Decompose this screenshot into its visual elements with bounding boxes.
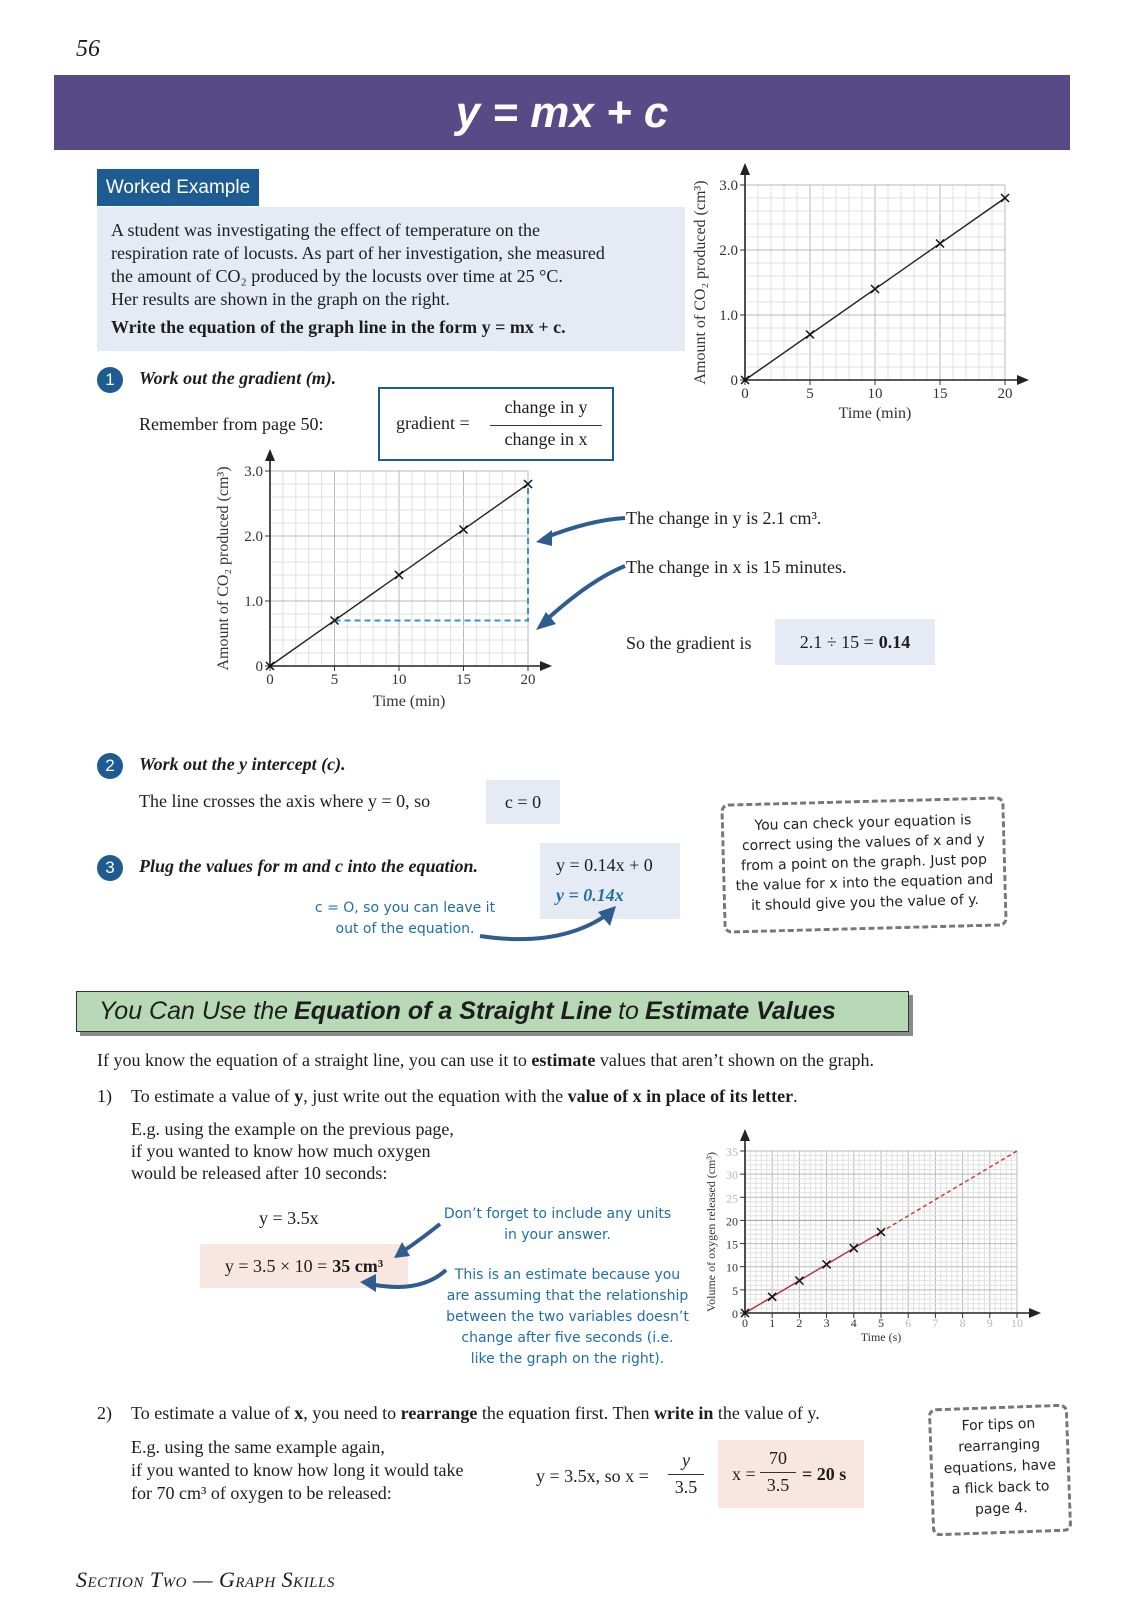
y-tick-label: 15: [726, 1237, 738, 1252]
note-arrow: [470, 900, 630, 950]
units-note: [440, 1204, 675, 1246]
curved-arrow-head: [598, 906, 616, 926]
item-1-number: 1): [97, 1086, 112, 1106]
x-axis-arrow: [1017, 375, 1029, 385]
tip-line: from a point on the graph. Just pop: [740, 851, 988, 875]
intro-text: If you know the equation of a straight line, you can use it to: [97, 1050, 532, 1070]
units-line: in your answer.: [504, 1227, 611, 1243]
x-tick-label: 5: [878, 1316, 884, 1330]
x-tick-label: 0: [266, 672, 274, 688]
worked-example-tag: Worked Example: [97, 169, 259, 206]
x-tick-label: 8: [959, 1316, 966, 1330]
change-y-text: The change in y is 2.1 cm³.: [626, 508, 822, 528]
item-2-text: [131, 1403, 820, 1424]
tip-text: [724, 809, 1005, 916]
eg-line: E.g. using the same example again,: [131, 1437, 385, 1457]
x-tick-label: 10: [1011, 1316, 1023, 1330]
equation-1: y = 0.14x + 0: [556, 855, 653, 875]
x-tick-label: 9: [986, 1316, 993, 1330]
y-tick-label: 25: [726, 1191, 738, 1206]
y-tick-label: 30: [726, 1168, 738, 1183]
tips-line: For tips on: [961, 1415, 1036, 1435]
tip-line: You can check your equation is: [754, 812, 972, 834]
x-axis-arrow: [1029, 1308, 1041, 1318]
item-bold: write in: [653, 1403, 714, 1423]
item-text: , just write out the equation with the: [303, 1086, 568, 1106]
step-3-label: Plug the values for m and c into the equation.: [139, 856, 479, 876]
final-denominator: 3.5: [766, 1475, 790, 1495]
item-bold: value of x in place of its letter: [567, 1086, 794, 1106]
tips-line: equations, have: [943, 1457, 1057, 1477]
x-tick-label: 20: [997, 386, 1013, 402]
heading-part: Estimate Values: [644, 997, 836, 1025]
item-text: .: [793, 1086, 798, 1106]
worked-example-text: [111, 219, 681, 339]
x-tick-label: 20: [520, 672, 536, 688]
chart-top-right: [692, 170, 1060, 435]
y-tick-label: 5: [732, 1283, 738, 1298]
estimate-line: are assuming that the relationship: [446, 1288, 689, 1304]
tip-box: [720, 796, 1007, 933]
step-2-badge: 2: [97, 753, 123, 779]
so-gradient-text: So the gradient is: [626, 633, 752, 653]
y-axis-arrow: [740, 163, 750, 175]
x-tick-label: 5: [330, 672, 339, 688]
gradient-label: gradient =: [396, 413, 470, 433]
arrow-units: [402, 1224, 440, 1252]
y-tick-label: 20: [726, 1214, 738, 1229]
heading-part: You Can Use the: [99, 997, 289, 1025]
tips-box: [928, 1404, 1072, 1537]
pointer-arrows: [530, 500, 630, 640]
y-tick-label: 3.0: [719, 178, 738, 194]
x-tick-label: 6: [905, 1316, 912, 1330]
x-tick-label: 3: [823, 1316, 830, 1330]
final-bar: [760, 1472, 796, 1473]
we-line: A student was investigating the effect of temperature on the: [111, 220, 541, 240]
arrow-change-x: [544, 566, 625, 622]
x-axis-label: Time (s): [860, 1330, 902, 1344]
tips-line: rearranging: [957, 1436, 1041, 1456]
y-tick-label: 0: [730, 373, 738, 389]
gradient-numerator: change in y: [504, 397, 588, 417]
curved-arrow: [480, 914, 608, 939]
arrow-change-y: [544, 518, 625, 538]
x-axis-label: Time (min): [838, 405, 912, 422]
remember-text: Remember from page 50:: [139, 414, 324, 434]
section-intro: [97, 1050, 874, 1071]
tips-text: [931, 1413, 1069, 1523]
item-bold: rearrange: [400, 1403, 478, 1423]
heading-part: Equation of a Straight Line: [294, 997, 613, 1025]
eg-line: if you wanted to know how much oxygen: [131, 1141, 431, 1161]
x-tick-label: 0: [741, 386, 749, 402]
rearrange-bar: [668, 1474, 704, 1475]
final-numerator: 70: [769, 1448, 787, 1468]
x-tick-label: 15: [932, 386, 948, 402]
item-bold: y: [294, 1086, 304, 1106]
y-tick-label: 0: [732, 1307, 738, 1321]
heading-part: to: [618, 997, 639, 1025]
estimate-x-box: [718, 1440, 864, 1508]
x-tick-label: 1: [769, 1316, 776, 1330]
intercept-value: c = 0: [504, 791, 542, 812]
x-tick-label: 10: [867, 386, 883, 402]
equation-2: y = 0.14x: [556, 885, 624, 905]
we-line: Her results are shown in the graph on the right.: [111, 289, 450, 309]
step-2-text: The line crosses the axis where y = 0, so: [139, 791, 431, 811]
footer: Section Two — Graph Skills: [76, 1567, 335, 1592]
equation-b: y = 3.5 × 10 =: [224, 1255, 328, 1276]
item-1-text: [131, 1086, 798, 1107]
we-question: Write the equation of the graph line in the form y = mx + c.: [111, 317, 566, 337]
estimate-line: change after five seconds (i.e.: [461, 1330, 674, 1346]
extrapolation-line: [881, 1151, 1017, 1232]
y-tick-label: 1.0: [244, 594, 263, 610]
y-tick-label: 2.0: [244, 529, 263, 545]
fraction-bar: [490, 425, 602, 426]
y-tick-label: 35: [726, 1145, 738, 1159]
x-tick-label: 4: [850, 1316, 857, 1330]
c-note-line: out of the equation.: [335, 921, 475, 937]
step-2-label: Work out the y intercept (c).: [139, 754, 346, 774]
arrow-estimate-head: [360, 1274, 376, 1292]
tip-line: it should give you the value of y.: [750, 892, 980, 914]
x-tick-label: 0: [742, 1316, 748, 1330]
gradient-denominator: change in x: [504, 429, 588, 449]
intercept-result-box: [486, 780, 560, 824]
item-bold: x: [294, 1403, 304, 1423]
final-x: x =: [732, 1464, 756, 1484]
y-axis-arrow: [740, 1129, 750, 1141]
item-text: To estimate a value of: [131, 1403, 295, 1423]
gradient-calc: 2.1 ÷ 15 =: [799, 631, 874, 652]
gradient-result-box: [775, 619, 935, 665]
y-axis-label: Amount of CO₂ produced (cm³): [692, 180, 709, 385]
y-tick-label: 10: [726, 1260, 738, 1275]
c-note-line: c = O, so you can leave it: [314, 900, 496, 916]
step-1-badge: 1: [97, 367, 123, 393]
x-tick-label: 2: [796, 1316, 803, 1330]
intro-text: values that aren’t shown on the graph.: [595, 1050, 874, 1070]
tips-line: page 4.: [974, 1500, 1029, 1518]
change-x-text: The change in x is 15 minutes.: [626, 557, 847, 577]
page-number: 56: [76, 36, 100, 62]
arrow-head-y: [536, 530, 552, 546]
item-text: the equation first. Then: [477, 1403, 654, 1423]
chart-oxygen: [705, 1128, 1045, 1378]
estimate-line: This is an estimate because you: [454, 1267, 681, 1283]
estimate-note: [445, 1265, 690, 1370]
rearrange-denominator: 3.5: [674, 1477, 698, 1497]
x-axis-arrow: [540, 661, 552, 671]
y-tick-label: 1.0: [719, 308, 738, 324]
y-tick-label: 0: [255, 659, 263, 675]
gradient-value: 0.14: [878, 631, 911, 652]
x-tick-label: 7: [932, 1316, 939, 1330]
best-fit-line: [745, 1232, 881, 1313]
item-text: To estimate a value of: [131, 1086, 295, 1106]
y-axis-arrow: [265, 449, 275, 461]
step-3-badge: 3: [97, 855, 123, 881]
y-axis-label: Volume of oxygen released (cm³): [704, 1152, 718, 1312]
eg-line: would be released after 10 seconds:: [131, 1163, 388, 1183]
y-axis-label: Amount of CO₂ produced (cm³): [215, 466, 232, 671]
item-2-number: 2): [97, 1403, 112, 1423]
x-axis-label: Time (min): [372, 693, 446, 710]
gradient-formula-box: [378, 387, 614, 461]
units-line: Don’t forget to include any units: [443, 1206, 672, 1222]
arrow-estimate: [370, 1270, 446, 1287]
item-text: , you need to: [303, 1403, 401, 1423]
tips-line: a flick back to: [951, 1478, 1050, 1498]
y-tick-label: 2.0: [719, 243, 738, 259]
example-1-text: [131, 1118, 454, 1184]
x-tick-label: 15: [456, 672, 471, 688]
tip-line: correct using the values of x and y: [741, 831, 986, 855]
eg-line: if you wanted to know how long it would take: [131, 1460, 464, 1480]
we-line: the amount of CO₂ produced by the locusts over time at 25 °C.: [111, 266, 563, 286]
step-1-label: Work out the gradient (m).: [139, 368, 337, 388]
equation-b-result: 35 cm³: [332, 1255, 384, 1276]
intro-bold: estimate: [531, 1050, 596, 1070]
tip-line: the value for x into the equation and: [735, 871, 994, 895]
y-tick-label: 3.0: [244, 464, 263, 480]
x-tick-label: 10: [391, 672, 407, 688]
section-heading: [76, 991, 909, 1032]
equation-a: y = 3.5x: [259, 1208, 319, 1228]
estimate-line: like the graph on the right).: [470, 1351, 665, 1367]
example-2-text: [131, 1436, 463, 1505]
page-title: y = mx + c: [54, 75, 1070, 150]
eg-line: E.g. using the example on the previous page,: [131, 1119, 454, 1139]
rearrange-text: y = 3.5x, so x =: [536, 1466, 649, 1486]
estimate-line: between the two variables doesn’t: [446, 1309, 689, 1325]
x-tick-label: 5: [806, 386, 814, 402]
item-text: the value of y.: [713, 1403, 820, 1423]
eg-line: for 70 cm³ of oxygen to be released:: [131, 1483, 392, 1503]
we-line: respiration rate of locusts. As part of her investigation, she measured: [111, 243, 605, 263]
final-result: = 20 s: [802, 1464, 847, 1484]
rearrange-numerator: y: [682, 1450, 690, 1470]
chart-gradient: [215, 460, 575, 740]
